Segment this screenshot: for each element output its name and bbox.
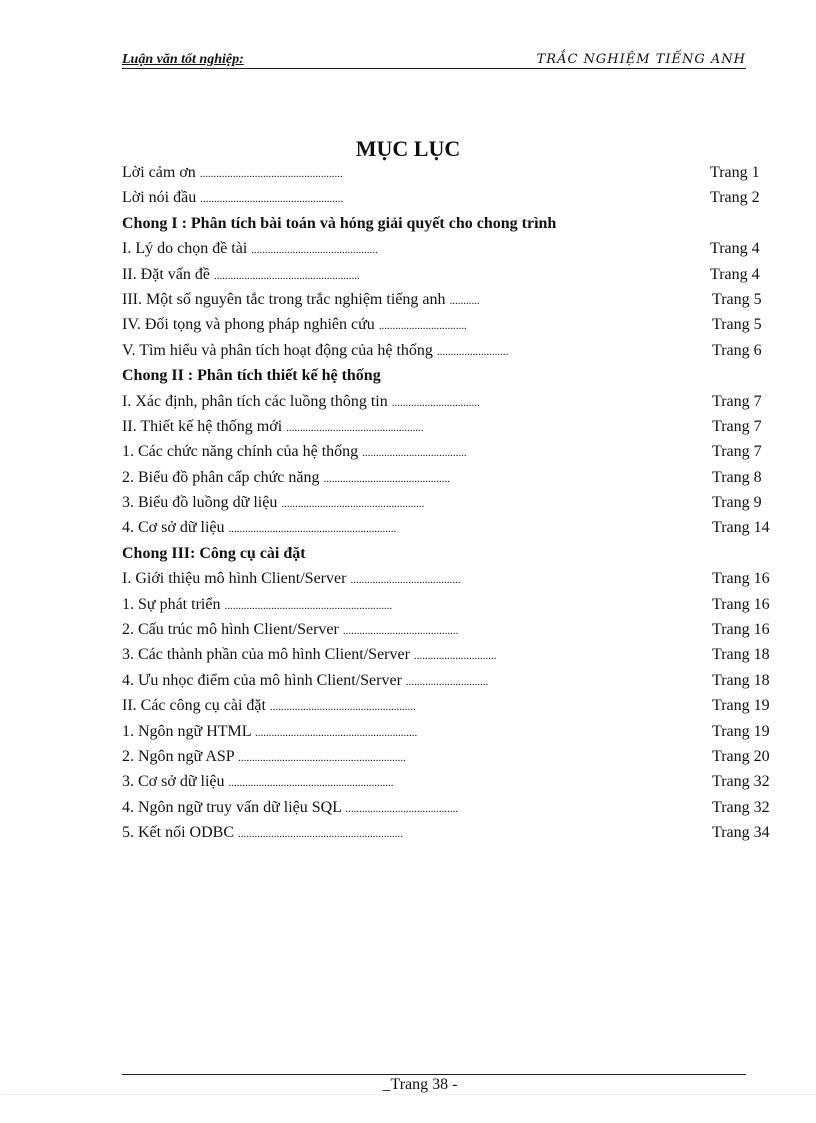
page-header <box>122 52 746 69</box>
toc-entry <box>122 160 782 185</box>
toc-entry-title: III. Một số nguyên tắc trong trắc nghiệm tiếng anh <box>122 290 446 308</box>
toc-entry <box>122 312 782 337</box>
toc-entry-title: V. Tìm hiểu và phân tích hoạt động của hệ thống <box>122 341 433 359</box>
toc-page-number: Trang 20 <box>712 747 770 765</box>
toc-page-number: Trang 2 <box>710 189 760 207</box>
toc-entry <box>122 769 782 794</box>
toc-entry <box>122 820 782 845</box>
toc-page-number: Trang 18 <box>712 646 770 664</box>
bottom-dotted-line <box>0 1094 816 1095</box>
toc-page-number: Trang 9 <box>712 494 762 512</box>
toc-page-number: Trang 34 <box>712 824 770 842</box>
toc-entry <box>122 668 782 693</box>
toc-entry-label <box>122 592 392 619</box>
toc-page-number: Trang 32 <box>712 773 770 791</box>
toc-entry-title: Chong III: Công cụ cài đặt <box>122 544 306 562</box>
toc-entry-label <box>122 363 381 388</box>
toc-leader-dots: .............................................. <box>251 244 378 257</box>
toc-entry <box>122 795 782 820</box>
toc-page-number: Trang 32 <box>712 798 770 816</box>
toc-entry-title: I. Lý do chọn đề tài <box>122 240 248 258</box>
toc-leader-dots: .................................................... <box>281 498 425 511</box>
toc-entry-label <box>122 744 406 771</box>
toc-entry <box>122 465 782 490</box>
toc-entry-title: 4. Ưu nhọc điểm của mô hình Client/Server <box>122 671 402 689</box>
toc-chapter-heading <box>122 541 782 566</box>
footer-divider <box>122 1074 746 1075</box>
toc-entry <box>122 236 782 261</box>
toc-page-number: Trang 14 <box>712 519 770 537</box>
toc-entry <box>122 566 782 591</box>
toc-entry-title: 2. Biểu đồ phân cấp chức năng <box>122 468 320 486</box>
toc-leader-dots: .................................................... <box>199 168 343 180</box>
toc-entry <box>122 262 782 287</box>
table-of-contents <box>122 160 782 846</box>
toc-entry-title: II. Đặt vấn đề <box>122 265 210 283</box>
toc-entry <box>122 617 782 642</box>
toc-page-number: Trang 1 <box>710 164 760 181</box>
toc-leader-dots: .............................................. <box>323 472 450 485</box>
toc-entry-label <box>122 439 467 466</box>
toc-leader-dots: ................................ <box>391 396 480 409</box>
toc-entry <box>122 515 782 540</box>
toc-entry-title: 2. Cấu trúc mô hình Client/Server <box>122 621 339 639</box>
toc-leader-dots: .................................................... <box>200 193 344 206</box>
page-title: MỤC LỤC <box>355 136 461 161</box>
toc-entry <box>122 185 782 210</box>
toc-entry-label <box>122 338 508 365</box>
toc-page-number: Trang 4 <box>710 240 760 258</box>
toc-entry-label <box>122 795 458 822</box>
toc-entry-title: 3. Cơ sở dữ liệu <box>122 773 225 791</box>
toc-entry-title: II. Các công cụ cài đặt <box>122 697 266 715</box>
toc-leader-dots: ............................................................ <box>238 828 403 841</box>
toc-entry-title: I. Giới thiệu mô hình Client/Server <box>122 570 347 588</box>
toc-entry-title: 4. Ngôn ngữ truy vấn dữ liệu SQL <box>122 798 342 816</box>
toc-entry <box>122 744 782 769</box>
toc-leader-dots: ................................ <box>378 320 467 333</box>
toc-entry-label <box>122 566 460 593</box>
toc-entry-title: 5. Kết nối ODBC <box>122 824 234 842</box>
header-left-text: Luận văn tốt nghiệp: <box>122 52 244 67</box>
page-number: _Trang 38 - <box>382 1076 458 1093</box>
toc-entry-label <box>122 719 417 746</box>
toc-page-number: Trang 6 <box>712 341 762 359</box>
toc-entry-label <box>122 693 416 720</box>
toc-leader-dots: .......................... <box>436 345 509 358</box>
toc-leader-dots: .............................. <box>413 650 497 663</box>
toc-entry-label <box>122 414 424 441</box>
toc-entry-label <box>122 465 450 492</box>
toc-page-number: Trang 19 <box>712 722 770 740</box>
toc-entry-title: 1. Ngôn ngữ HTML <box>122 722 251 740</box>
toc-entry-title: I. Xác định, phân tích các luồng thông tin <box>122 392 388 410</box>
toc-page-number: Trang 16 <box>712 570 770 588</box>
toc-page-number: Trang 7 <box>712 417 762 435</box>
toc-entry-label <box>122 490 424 517</box>
toc-entry <box>122 338 782 363</box>
toc-entry <box>122 719 782 744</box>
toc-entry-label <box>122 668 488 695</box>
toc-entry-title: 2. Ngôn ngữ ASP <box>122 747 235 765</box>
toc-page-number: Trang 19 <box>712 697 770 715</box>
toc-entry-label <box>122 617 458 644</box>
toc-entry <box>122 490 782 515</box>
toc-page-number: Trang 16 <box>712 595 770 613</box>
toc-entry-title: 4. Cơ sở dữ liệu <box>122 519 225 537</box>
toc-leader-dots: ............................................................. <box>238 751 406 764</box>
toc-leader-dots: ............................................................ <box>228 777 394 790</box>
toc-entry-title: Chong I : Phân tích bài toán và hóng giải quyết cho chong trình <box>122 214 557 232</box>
toc-entry <box>122 287 782 312</box>
toc-leader-dots: ............................................................. <box>228 523 397 536</box>
toc-entry-title: Chong II : Phân tích thiết kế hệ thống <box>122 367 381 385</box>
toc-entry <box>122 642 782 667</box>
toc-entry-label <box>122 769 393 796</box>
toc-entry-title: 1. Các chức năng chính của hệ thống <box>122 443 359 461</box>
toc-leader-dots: .............................. <box>405 675 489 688</box>
toc-entry-label <box>122 287 480 314</box>
toc-leader-dots: ..................................................... <box>213 269 360 282</box>
toc-chapter-heading <box>122 211 782 236</box>
toc-page-number: Trang 16 <box>712 621 770 639</box>
toc-page-number: Trang 7 <box>712 392 762 410</box>
toc-entry-label <box>122 312 467 339</box>
toc-entry <box>122 439 782 464</box>
toc-leader-dots: .................................................. <box>286 421 424 434</box>
toc-entry-label <box>122 541 306 566</box>
toc-entry-title: Lời nói đầu <box>122 189 197 207</box>
toc-entry-title: 3. Các thành phần của mô hình Client/Server <box>122 646 410 664</box>
toc-page-number: Trang 7 <box>712 443 762 461</box>
toc-page-number: Trang 5 <box>712 290 762 308</box>
toc-leader-dots: ........................................ <box>350 574 461 587</box>
toc-entry <box>122 693 782 718</box>
toc-entry-label <box>122 211 556 236</box>
toc-entry <box>122 389 782 414</box>
toc-page-number: Trang 4 <box>710 265 760 283</box>
toc-entry-title: IV. Đối tọng và phong pháp nghiên cứu <box>122 316 375 334</box>
header-right-text: TRẮC NGHIỆM TIẾNG ANH <box>536 52 746 67</box>
toc-leader-dots: ........... <box>449 294 480 307</box>
toc-page-number: Trang 5 <box>712 316 762 334</box>
toc-leader-dots: ...................................... <box>362 447 467 460</box>
toc-leader-dots: .......................................... <box>342 625 459 638</box>
toc-entry-label <box>122 236 378 263</box>
toc-leader-dots: ..................................................... <box>269 701 416 714</box>
toc-entry-label <box>122 389 480 416</box>
toc-entry-label <box>122 642 496 669</box>
toc-entry-title: 1. Sự phát triển <box>122 595 221 613</box>
toc-leader-dots: ......................................... <box>345 802 459 815</box>
toc-entry-title: 3. Biểu đồ luồng dữ liệu <box>122 494 278 512</box>
toc-entry-label <box>122 820 403 847</box>
toc-entry-label <box>122 160 343 187</box>
toc-entry-title: Lời cảm ơn <box>122 164 196 181</box>
toc-leader-dots: ............................................................. <box>224 599 393 612</box>
toc-entry-label <box>122 262 360 289</box>
toc-entry <box>122 414 782 439</box>
toc-entry-label <box>122 515 396 542</box>
toc-page-number: Trang 8 <box>712 468 762 486</box>
toc-entry <box>122 592 782 617</box>
toc-page-number: Trang 18 <box>712 671 770 689</box>
toc-entry-title: II. Thiết kế hệ thống mới <box>122 417 283 435</box>
toc-entry-label <box>122 185 343 212</box>
toc-leader-dots: ........................................................... <box>254 726 418 739</box>
toc-chapter-heading <box>122 363 782 388</box>
